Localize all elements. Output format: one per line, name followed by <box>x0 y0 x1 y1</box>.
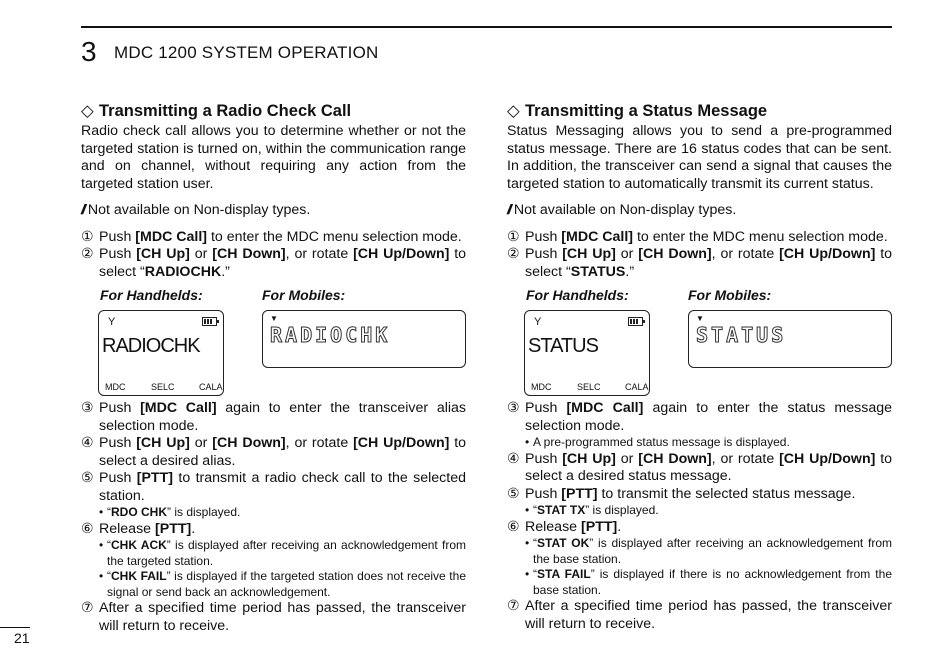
diamond-icon: ◇ <box>507 102 520 120</box>
step-6: ⑥ Release [PTT]. <box>507 518 622 535</box>
function-key-label: CALA <box>199 382 223 392</box>
indicator-icon: ▼ <box>270 314 278 323</box>
function-key-label: SELC <box>577 382 601 392</box>
steps-list-continued <box>81 400 466 635</box>
step-3: ③ Push [MDC Call] again to enter the status message selection mode. <box>507 400 892 434</box>
step-5: ⑤ Push [PTT] to transmit a radio check call to the selected station. <box>81 470 466 504</box>
availability-note: // Not available on Non-display types. <box>81 202 311 218</box>
note-slash-icon: // <box>507 202 509 218</box>
chapter-number: 3 <box>81 36 97 67</box>
page-number: 21 <box>14 630 30 646</box>
mobile-display-text: STATUS <box>696 323 787 347</box>
battery-icon <box>202 317 217 326</box>
handheld-display-text: RADIOCHK <box>102 335 200 357</box>
page-number-rule <box>0 627 30 628</box>
mobile-display <box>688 310 892 368</box>
step-5-note: • “RDO CHK” is displayed. <box>99 505 241 519</box>
step-1: ① Push [MDC Call] to enter the MDC menu selection mode. <box>81 228 462 245</box>
mobile-label: For Mobiles: <box>262 287 346 303</box>
handheld-display <box>98 310 224 396</box>
steps-list-continued <box>507 400 892 633</box>
step-3-note: • A pre-programmed status message is displayed. <box>525 435 790 449</box>
step-5: ⑤ Push [PTT] to transmit the selected status message. <box>507 485 856 502</box>
handheld-label: For Handhelds: <box>526 287 629 303</box>
step-5-note: • “STAT TX” is displayed. <box>525 503 659 517</box>
step-4: ④ Push [CH Up] or [CH Down], or rotate [CH Up/Down] to select a desired status message. <box>507 450 893 484</box>
handheld-label: For Handhelds: <box>100 287 203 303</box>
step-2: ② Push [CH Up] or [CH Down], or rotate [CH Up/Down] to select “RADIOCHK.” <box>81 246 467 280</box>
function-key-label: CALA <box>625 382 649 392</box>
step-6-note: • “STA FAIL” is displayed if there is no acknowledgement from the base station. <box>525 567 892 597</box>
step-2: ② Push [CH Up] or [CH Down], or rotate [CH Up/Down] to select “STATUS.” <box>507 246 893 280</box>
step-6-note: • “STAT OK” is displayed after receiving an acknowledgement from the base station. <box>525 536 892 566</box>
header-rule <box>81 26 892 28</box>
step-4: ④ Push [CH Up] or [CH Down], or rotate [CH Up/Down] to select a desired alias. <box>81 435 467 469</box>
mobile-display-text: RADIOCHK <box>270 323 391 347</box>
step-1: ① Push [MDC Call] to enter the MDC menu selection mode. <box>507 228 888 245</box>
diamond-icon: ◇ <box>81 102 94 120</box>
display-labels <box>507 287 892 309</box>
function-key-label: MDC <box>105 382 126 392</box>
radio-check-section <box>81 102 466 635</box>
antenna-icon: Y <box>108 316 116 328</box>
display-examples <box>81 310 466 398</box>
availability-note: // Not available on Non-display types. <box>507 202 737 218</box>
mobile-display <box>262 310 466 368</box>
function-key-label: SELC <box>151 382 175 392</box>
section-heading: ◇ Transmitting a Status Message <box>507 102 768 120</box>
handheld-display <box>524 310 650 396</box>
step-6-note: • “CHK ACK” is displayed after receiving an acknowledgement from the targeted station. <box>99 538 466 568</box>
note-slash-icon: // <box>81 202 83 218</box>
step-6-note: • “CHK FAIL” is displayed if the targeted station does not receive the signal or send back an acknowledgement. <box>99 569 466 599</box>
steps-list <box>81 229 466 282</box>
battery-icon <box>628 317 643 326</box>
indicator-icon: ▼ <box>696 314 704 323</box>
chapter-title: MDC 1200 SYSTEM OPERATION <box>114 43 379 62</box>
step-6: ⑥ Release [PTT]. <box>81 520 196 537</box>
handheld-display-text: STATUS <box>528 335 598 357</box>
step-3: ③ Push [MDC Call] again to enter the transceiver alias selection mode. <box>81 400 467 434</box>
status-message-section <box>507 102 892 633</box>
step-7: ⑦ After a specified time period has passed, the transceiver will return to receive. <box>507 598 892 632</box>
section-intro: Radio check call allows you to determine whether or not the targeted station is turned on, within the communication range and on channel, without requiring any action from the targeted station user. <box>81 123 466 192</box>
step-7: ⑦ After a specified time period has passed, the transceiver will return to receive. <box>81 600 466 634</box>
section-heading: ◇ Transmitting a Radio Check Call <box>81 102 352 120</box>
display-labels <box>81 287 466 309</box>
section-intro: Status Messaging allows you to send a pre-programmed status message. There are 16 status codes that can be sent. In addition, the transceiver can send a signal that causes the targeted station to automatically transmit its current status. <box>507 123 892 192</box>
antenna-icon: Y <box>534 316 542 328</box>
function-key-label: MDC <box>531 382 552 392</box>
mobile-label: For Mobiles: <box>688 287 772 303</box>
steps-list <box>507 229 892 282</box>
display-examples <box>507 310 892 398</box>
